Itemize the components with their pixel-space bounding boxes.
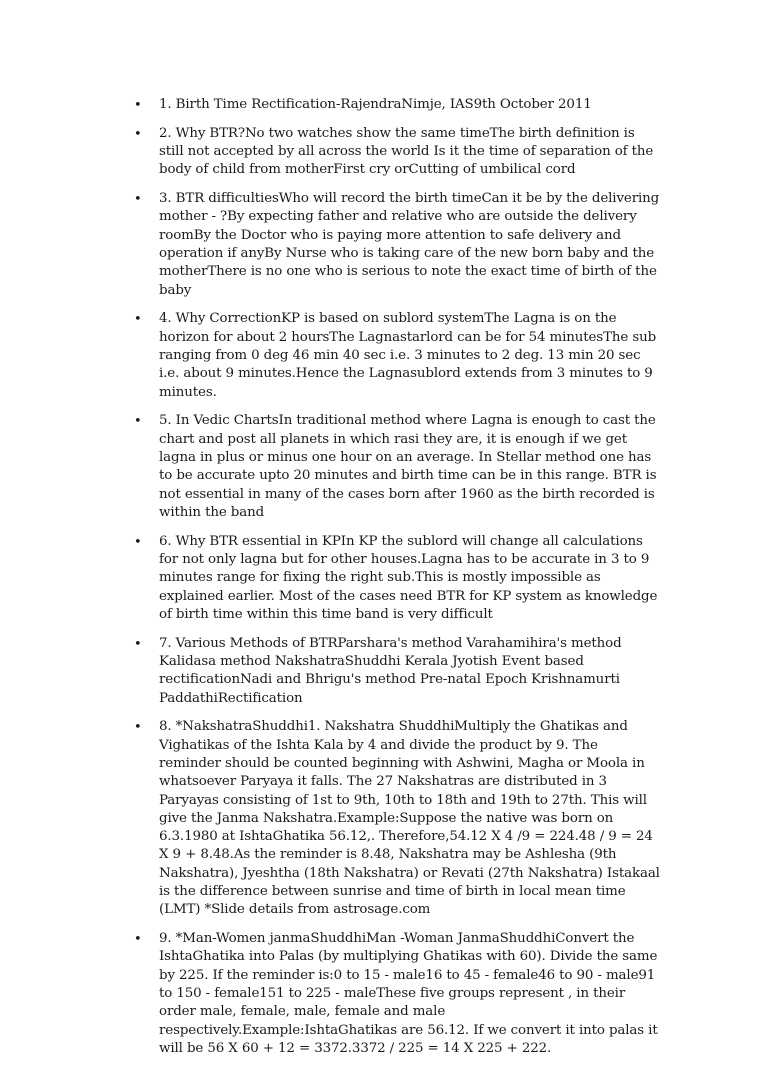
list-item bbox=[134, 412, 660, 522]
list-item bbox=[134, 190, 660, 300]
bullet-icon: • bbox=[134, 636, 142, 652]
bullet-list bbox=[134, 96, 660, 1069]
list-item bbox=[134, 930, 660, 1058]
list-item-text: 5. In Vedic ChartsIn traditional method where Lagna is enough to cast the chart and post all planets in which rasi they are, it is enough if we get lagna in plus or minus one hour on an average. In Stellar method one has to be accurate upto 20 minutes and birth time can be in this range. BTR is not essential in many of the cases born after 1960 as the birth recorded is within the band bbox=[159, 413, 657, 520]
list-item bbox=[134, 718, 660, 919]
bullet-icon: • bbox=[134, 126, 142, 142]
list-item-text: 6. Why BTR essential in KPIn KP the sublord will change all calculations for not only lagna but for other houses.Lagna has to be accurate in 3 to 9 minutes range for fixing the right sub.This is mostly impossible as explained earlier. Most of the cases need BTR for KP system as knowledge of birth time within this time band is very difficult bbox=[159, 533, 658, 622]
list-item-text: 2. Why BTR?No two watches show the same timeThe birth definition is still not accepted by all across the world Is it the time of separation of the body of child from motherFirst cry orCutting of umbilical cord bbox=[159, 125, 654, 178]
bullet-icon: • bbox=[134, 414, 142, 430]
bullet-icon: • bbox=[134, 720, 142, 736]
list-item-text: 3. BTR difficultiesWho will record the birth timeCan it be by the delivering mother - ?By expecting father and relative who are outside the delivery roomBy the Doctor who is paying more attention to safe delivery and operation if anyBy Nurse who is taking care of the new born baby and the motherThere is no one who is serious to note the exact time of birth of the baby bbox=[159, 191, 660, 298]
list-item bbox=[134, 96, 660, 114]
list-item-text: 9. *Man-Women janmaShuddhiMan -Woman JanmaShuddhiConvert the IshtaGhatika into Palas (by multiplying Ghatikas with 60). Divide the same by 225. If the reminder is:0 to 15 - male16 to 45 - female46 to 90 - male91 to 150 - female151 to 225 - maleThese five groups represent , in their order male, female, male, female and male respectively.Example:IshtaGhatikas are 56.12. If we convert it into palas it will be 56 X 60 + 12 = 3372.3372 / 225 = 14 X 225 + 222. bbox=[159, 931, 658, 1056]
bullet-icon: • bbox=[134, 98, 142, 113]
list-item bbox=[134, 533, 660, 624]
list-item-text: 4. Why CorrectionKP is based on sublord systemThe Lagna is on the horizon for about 2 hoursThe Lagnastarlord can be for 54 minutesThe sub ranging from 0 deg 46 min 40 sec i.e. 3 minutes to 2 deg. 13 min 20 sec i.e. about 9 minutes.Hence the Lagnasublord extends from 3 minutes to 9 minutes. bbox=[159, 311, 657, 400]
bullet-icon: • bbox=[134, 534, 142, 550]
bullet-icon: • bbox=[134, 192, 142, 208]
list-item-text: 1. Birth Time Rectification-RajendraNimje, IAS9th October 2011 bbox=[159, 97, 592, 112]
list-item bbox=[134, 310, 660, 401]
list-item-text: 7. Various Methods of BTRParshara's method Varahamihira's method Kalidasa method NakshatraShuddhi Kerala Jyotish Event based rectificationNadi and Bhrigu's method Pre-natal Epoch Krishnamurti PaddathiRectification bbox=[159, 635, 622, 706]
list-item-text: 8. *NakshatraShuddhi1. Nakshatra ShuddhiMultiply the Ghatikas and Vighatikas of the Ishta Kala by 4 and divide the product by 9. The reminder should be counted beginning with Ashwini, Magha or Moola in whatsoever Paryaya it falls. The 27 Nakshatras are distributed in 3 Paryayas consisting of 1st to 9th, 10th to 18th and 19th to 27th. This will give the Janma Nakshatra.Example:Suppose the native was born on 6.3.1980 at IshtaGhatika 56.12,. Therefore,54.12 X 4 /9 = 224.48 / 9 = 24 X 9 + 8.48.As the reminder is 8.48, Nakshatra may be Ashlesha (9th Nakshatra), Jyeshtha (18th Nakshatra) or Revati (27th Nakshatra) Istakaal is the difference between sunrise and time of birth in local mean time (LMT) *Slide details from astrosage.com bbox=[159, 719, 660, 918]
list-item bbox=[134, 635, 660, 708]
list-item bbox=[134, 125, 660, 180]
bullet-icon: • bbox=[134, 932, 142, 948]
bullet-icon: • bbox=[134, 312, 142, 328]
